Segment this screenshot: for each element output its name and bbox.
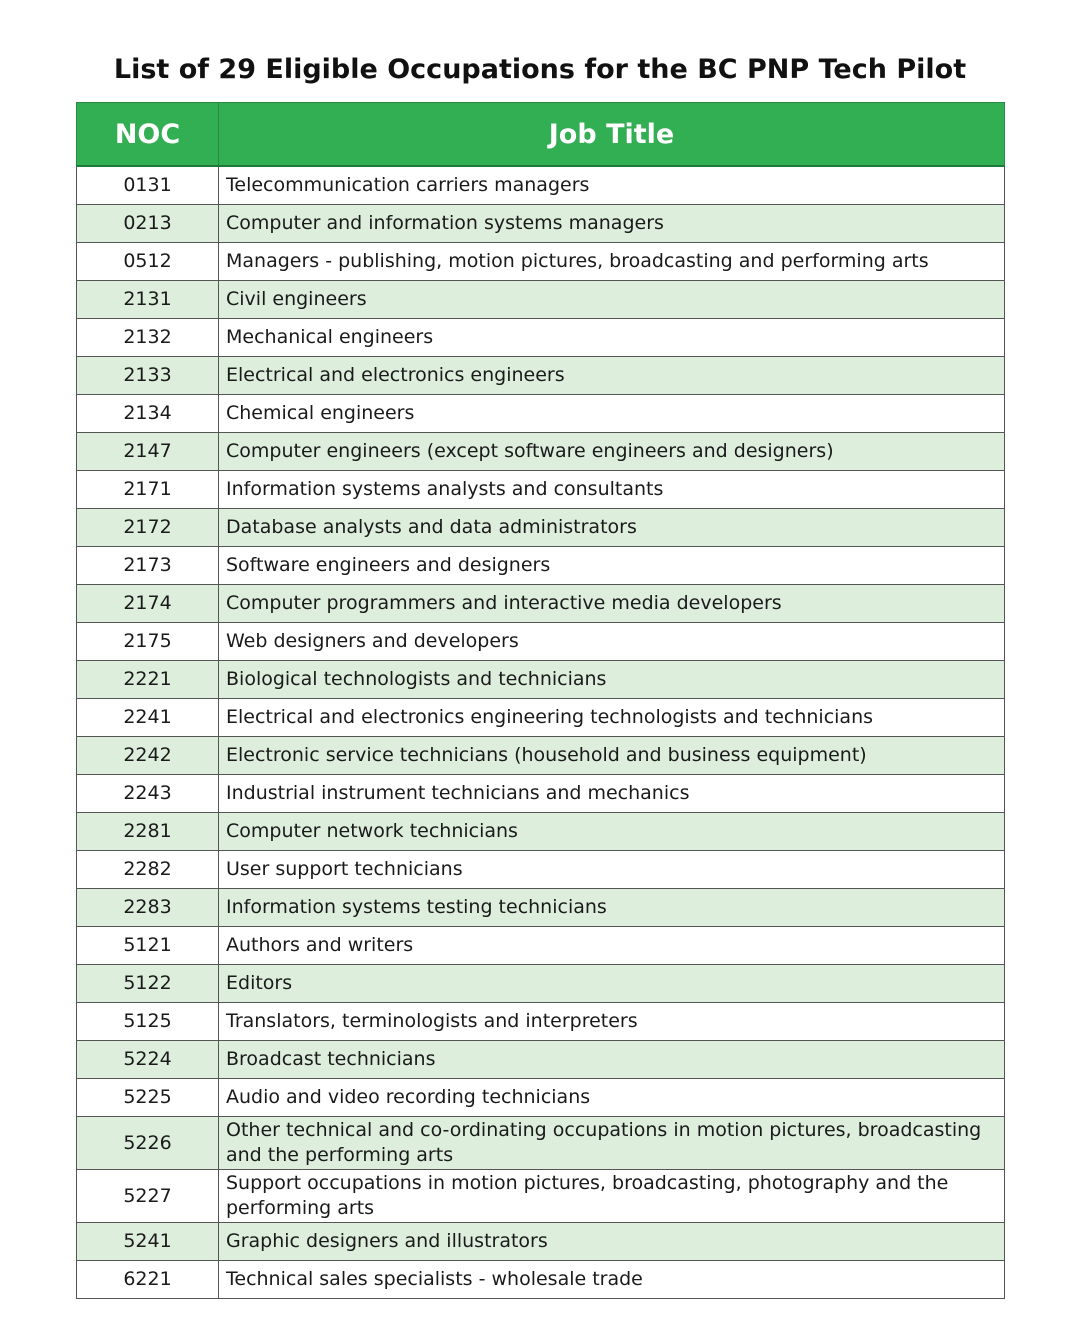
noc-code: 0131 [77, 166, 219, 205]
column-header-job-title: Job Title [219, 103, 1005, 167]
noc-code: 2282 [77, 851, 219, 889]
table-row [77, 661, 1005, 699]
table-row [77, 1079, 1005, 1117]
noc-code: 2283 [77, 889, 219, 927]
job-title: Chemical engineers [219, 395, 1005, 433]
table-row [77, 1117, 1005, 1170]
job-title: Other technical and co-ordinating occupations in motion pictures, broadcasting and the performing arts [219, 1117, 1005, 1170]
noc-code: 2173 [77, 547, 219, 585]
noc-code: 5125 [77, 1003, 219, 1041]
job-title: Industrial instrument technicians and mechanics [219, 775, 1005, 813]
occupations-table [76, 102, 1005, 1299]
table-row [77, 166, 1005, 205]
noc-code: 2134 [77, 395, 219, 433]
job-title: Biological technologists and technicians [219, 661, 1005, 699]
job-title: Electrical and electronics engineering technologists and technicians [219, 699, 1005, 737]
table-row [77, 927, 1005, 965]
noc-code: 5122 [77, 965, 219, 1003]
job-title: Telecommunication carriers managers [219, 166, 1005, 205]
noc-code: 2133 [77, 357, 219, 395]
noc-code: 2242 [77, 737, 219, 775]
table-row [77, 965, 1005, 1003]
noc-code: 2131 [77, 281, 219, 319]
job-title: Information systems testing technicians [219, 889, 1005, 927]
noc-code: 5225 [77, 1079, 219, 1117]
job-title: Computer network technicians [219, 813, 1005, 851]
noc-code: 2147 [77, 433, 219, 471]
table-row [77, 547, 1005, 585]
job-title: Graphic designers and illustrators [219, 1223, 1005, 1261]
noc-code: 5227 [77, 1170, 219, 1223]
job-title: Computer and information systems managers [219, 205, 1005, 243]
table-row [77, 623, 1005, 661]
job-title: Civil engineers [219, 281, 1005, 319]
table-row [77, 889, 1005, 927]
job-title: Technical sales specialists - wholesale trade [219, 1261, 1005, 1299]
job-title: Mechanical engineers [219, 319, 1005, 357]
noc-code: 2243 [77, 775, 219, 813]
noc-code: 5226 [77, 1117, 219, 1170]
column-header-noc: NOC [77, 103, 219, 167]
noc-code: 0512 [77, 243, 219, 281]
job-title: Authors and writers [219, 927, 1005, 965]
job-title: Web designers and developers [219, 623, 1005, 661]
job-title: Software engineers and designers [219, 547, 1005, 585]
page-title: List of 29 Eligible Occupations for the BC PNP Tech Pilot [113, 54, 967, 85]
table-row [77, 851, 1005, 889]
table-row [77, 1261, 1005, 1299]
job-title: User support technicians [219, 851, 1005, 889]
noc-code: 5121 [77, 927, 219, 965]
noc-code: 5241 [77, 1223, 219, 1261]
noc-code: 2132 [77, 319, 219, 357]
job-title: Editors [219, 965, 1005, 1003]
table-row [77, 243, 1005, 281]
job-title: Electrical and electronics engineers [219, 357, 1005, 395]
table-row [77, 775, 1005, 813]
job-title: Broadcast technicians [219, 1041, 1005, 1079]
table-row [77, 395, 1005, 433]
noc-code: 2281 [77, 813, 219, 851]
noc-code: 2175 [77, 623, 219, 661]
table-row [77, 281, 1005, 319]
table-row [77, 319, 1005, 357]
noc-code: 2172 [77, 509, 219, 547]
noc-code: 6221 [77, 1261, 219, 1299]
noc-code: 2221 [77, 661, 219, 699]
table-row [77, 1003, 1005, 1041]
table-row [77, 1041, 1005, 1079]
job-title: Computer engineers (except software engineers and designers) [219, 433, 1005, 471]
table-row [77, 357, 1005, 395]
job-title: Database analysts and data administrators [219, 509, 1005, 547]
job-title: Translators, terminologists and interpreters [219, 1003, 1005, 1041]
noc-code: 2171 [77, 471, 219, 509]
table-row [77, 205, 1005, 243]
table-row [77, 585, 1005, 623]
job-title: Audio and video recording technicians [219, 1079, 1005, 1117]
job-title: Support occupations in motion pictures, broadcasting, photography and the performing arts [219, 1170, 1005, 1223]
table-row [77, 1170, 1005, 1223]
noc-code: 0213 [77, 205, 219, 243]
job-title: Managers - publishing, motion pictures, broadcasting and performing arts [219, 243, 1005, 281]
table-row [77, 433, 1005, 471]
table-row [77, 737, 1005, 775]
table-header-row [77, 103, 1005, 167]
noc-code: 2174 [77, 585, 219, 623]
noc-code: 2241 [77, 699, 219, 737]
job-title: Information systems analysts and consultants [219, 471, 1005, 509]
table-row [77, 509, 1005, 547]
job-title: Computer programmers and interactive media developers [219, 585, 1005, 623]
table-row [77, 699, 1005, 737]
noc-code: 5224 [77, 1041, 219, 1079]
job-title: Electronic service technicians (household and business equipment) [219, 737, 1005, 775]
table-row [77, 1223, 1005, 1261]
table-row [77, 813, 1005, 851]
table-row [77, 471, 1005, 509]
